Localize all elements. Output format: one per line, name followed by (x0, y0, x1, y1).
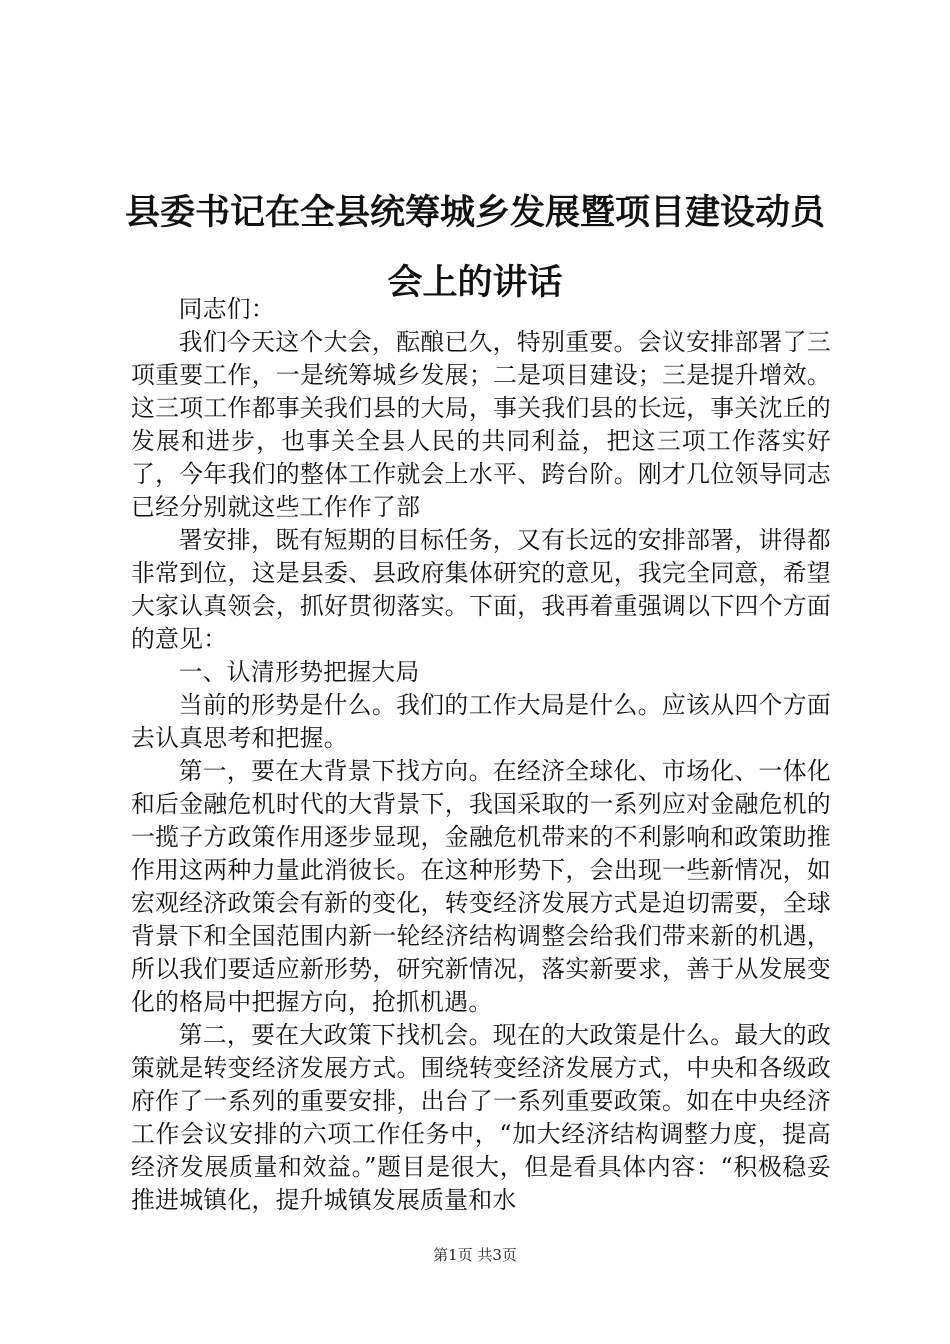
paragraph-greeting: 同志们： (178, 295, 275, 323)
section-heading: 一、认清形势把握大局 (178, 658, 420, 686)
paragraph: 署安排，既有短期的目标任务，又有长远的安排部署，讲得都非常到位，这是县委、县政府集体研究的意见，我完全同意，希望大家认真领会，抓好贯彻落实。下面，我再着重强调以下四个方面的意见： (131, 526, 831, 653)
paragraph: 第一，要在大背景下找方向。在经济全球化、市场化、一体化和后金融危机时代的大背景下，我国采取的一系列应对金融危机的一揽子方政策作用逐步显现，金融危机带来的不利影响和政策助推作用这两种力量此消彼长。在这种形势下，会出现一些新情况，如宏观经济政策会有新的变化，转变经济发展方式是迫切需要，全球背景下和全国范围内新一轮经济结构调整会给我们带来新的机遇，所以我们要适应新形势，研究新情况，落实新要求，善于从发展变化的格局中把握方向，抢抓机遇。 (131, 757, 831, 1016)
paragraph: 当前的形势是什么。我们的工作大局是什么。应该从四个方面去认真思考和把握。 (131, 691, 831, 752)
paragraph: 我们今天这个大会，酝酿已久，特别重要。会议安排部署了三项重要工作，一是统筹城乡发展；二是项目建设；三是提升增效。这三项工作都事关我们县的大局，事关我们县的长远，事关沈丘的发展和进步，也事关全县人民的共同利益，把这三项工作落实好了，今年我们的整体工作就会上水平、跨台阶。刚才几位领导同志已经分别就这些工作作了部 (131, 328, 831, 521)
document-body (131, 293, 831, 1217)
paragraph: 第二，要在大政策下找机会。现在的大政策是什么。最大的政策就是转变经济发展方式。围绕转变经济发展方式，中央和各级政府作了一系列的重要安排，出台了一系列重要政策。如在中央经济工作会议安排的六项工作任务中，“加大经济结构调整力度，提高经济发展质量和效益。”题目是很大，但是看具体内容：“积极稳妥推进城镇化，提升城镇发展质量和水 (131, 1021, 831, 1214)
document-title: 县委书记在全县统筹城乡发展暨项目建设动员会上的讲话 (124, 193, 825, 303)
page-number-footer: 第1页 共3页 (433, 1246, 517, 1264)
